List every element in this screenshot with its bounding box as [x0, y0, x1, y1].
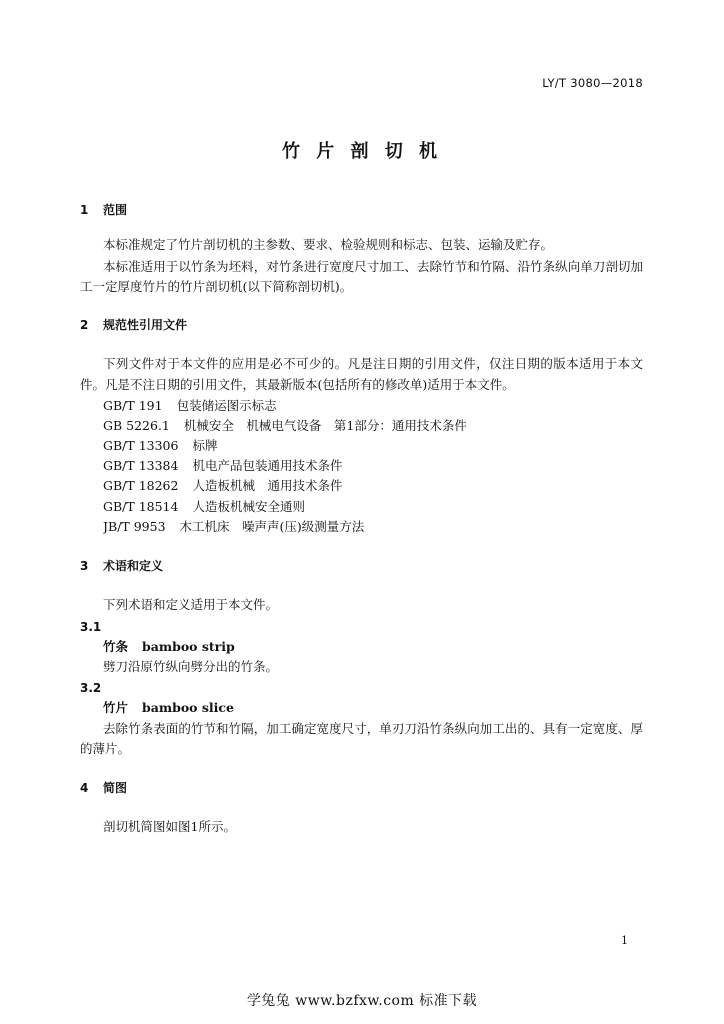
- section-4-heading: 简图: [103, 781, 128, 795]
- term-chinese: 竹条: [103, 639, 129, 654]
- reference-title: 机械安全 机械电气设备 第1部分：通用技术条件: [183, 418, 467, 433]
- reference-item: [103, 398, 643, 414]
- reference-code: JB/T 9953: [103, 519, 166, 534]
- reference-item: [103, 458, 643, 474]
- section-3-intro: 下列术语和定义适用于本文件。: [103, 597, 279, 612]
- reference-title: 人造板机械安全通则: [192, 499, 305, 514]
- reference-code: GB/T 191: [103, 398, 163, 413]
- section-1-paragraph-line: 工一定厚度竹片的竹片剖切机(以下简称剖切机)。: [80, 279, 353, 294]
- reference-item: [103, 418, 643, 434]
- reference-title: 标牌: [192, 438, 218, 453]
- term-entry: [103, 639, 235, 655]
- section-2-paragraph-line: 下列文件对于本文件的应用是必不可少的。凡是注日期的引用文件，仅注日期的版本适用于本文: [103, 356, 643, 371]
- term-definition-line: 去除竹条表面的竹节和竹隔，加工确定宽度尺寸，单刃刀沿竹条纵向加工出的、具有一定宽度、厚: [103, 721, 643, 736]
- section-1-paragraph-line: 本标准规定了竹片剖切机的主参数、要求、检验规则和标志、包装、运输及贮存。: [103, 237, 554, 252]
- page-number: 1: [621, 934, 628, 947]
- reference-code: GB 5226.1: [103, 418, 170, 433]
- term-definition-line: 劈刀沿原竹纵向劈分出的竹条。: [103, 659, 279, 674]
- term-english: bamboo slice: [142, 700, 234, 715]
- section-3-number: 3: [80, 559, 89, 573]
- section-3-heading: 术语和定义: [103, 559, 164, 573]
- term-definition-line: 的薄片。: [80, 741, 131, 756]
- reference-code: GB/T 13384: [103, 458, 179, 473]
- reference-title: 包装储运图示标志: [176, 398, 277, 413]
- reference-item: [103, 478, 643, 494]
- reference-item: [103, 499, 643, 515]
- term-number: 3.1: [80, 620, 102, 634]
- section-2-paragraph-line: 件。凡是不注日期的引用文件，其最新版本(包括所有的修改单)适用于本文件。: [80, 377, 515, 392]
- reference-code: GB/T 13306: [103, 438, 179, 453]
- term-number: 3.2: [80, 681, 102, 695]
- section-1-heading: 范围: [103, 203, 128, 217]
- term-english: bamboo strip: [142, 639, 235, 654]
- section-2-heading: 规范性引用文件: [103, 318, 188, 332]
- section-2-number: 2: [80, 318, 89, 332]
- reference-title: 机电产品包装通用技术条件: [192, 458, 343, 473]
- footer-watermark: 学兔兔 www.bzfxw.com 标准下载: [246, 993, 478, 1009]
- reference-title: 木工机床 噪声声(压)级测量方法: [179, 519, 365, 534]
- reference-item: [103, 438, 643, 454]
- reference-code: GB/T 18514: [103, 499, 179, 514]
- reference-title: 人造板机械 通用技术条件: [192, 478, 343, 493]
- section-4-number: 4: [80, 781, 89, 795]
- section-1-number: 1: [80, 203, 89, 217]
- section-1-paragraph-line: 本标准适用于以竹条为坯料，对竹条进行宽度尺寸加工、去除竹节和竹隔、沿竹条纵向单刀剖切加: [103, 259, 643, 274]
- reference-item: [103, 519, 643, 535]
- standard-code: LY/T 3080—2018: [542, 76, 643, 90]
- reference-code: GB/T 18262: [103, 478, 179, 493]
- section-4-paragraph-line: 剖切机简图如图1所示。: [103, 819, 236, 834]
- term-entry: [103, 700, 234, 716]
- document-title: 竹 片 剖 切 机: [281, 141, 443, 162]
- term-chinese: 竹片: [103, 700, 129, 715]
